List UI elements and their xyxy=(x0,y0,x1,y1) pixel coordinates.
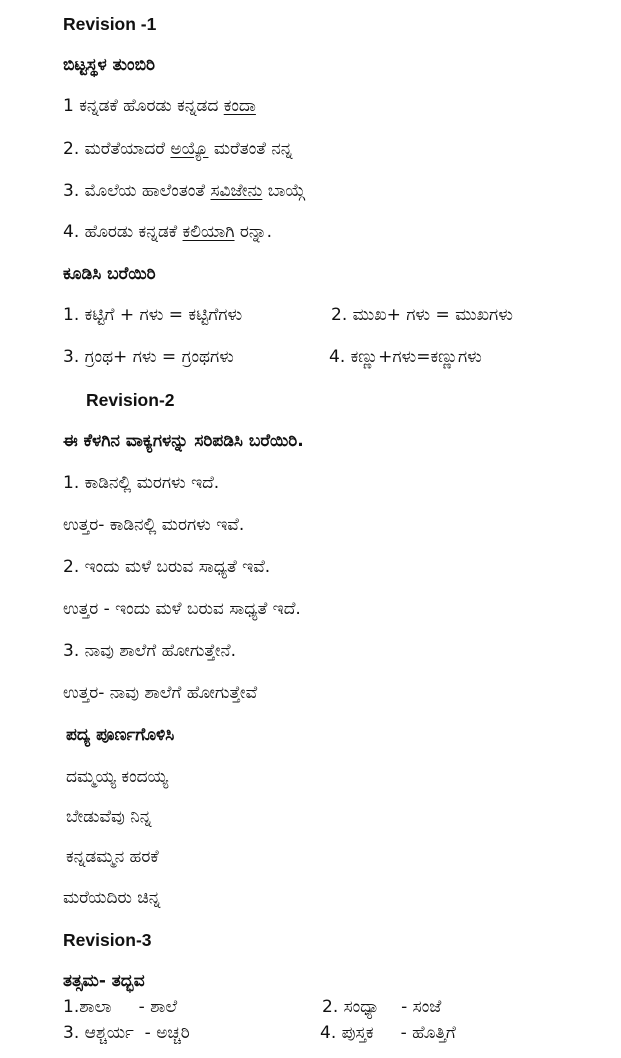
fill-blank-item-3 xyxy=(63,180,305,202)
fill-blank-3-text: 3. ಮೊಲೆಯ ಹಾಲೆಂತಂತೆ xyxy=(63,181,211,201)
correct-sentences-title: ಈ ಕೆಳಗಿನ ವಾಕ್ಯಗಳನ್ನು ಸರಿಪಡಿಸಿ ಬರೆಯಿರಿ. xyxy=(63,431,304,451)
fill-blanks-title: ಬಿಟ್ಟಸ್ಥಳ ತುಂಬಿರಿ xyxy=(63,55,155,75)
revision-2-heading: Revision-2 xyxy=(86,390,175,410)
fill-blank-4-answer: ಕಲಿಯಾಗಿ xyxy=(182,222,235,242)
fill-blank-1-text: 1 ಕನ್ನಡಕೆ ಹೊರಡು ಕನ್ನಡದ xyxy=(63,96,224,116)
join-item-2: 2. ಮುಖ+ ಗಳು = ಮುಖಗಳು xyxy=(331,305,513,325)
sentence-answer-3: ಉತ್ತರ- ನಾವು ಶಾಲೆಗೆ ಹೋಗುತ್ತೇವೆ xyxy=(63,683,258,703)
poem-line-3: ಕನ್ನಡಮ್ಮನ ಹರಕೆ xyxy=(66,847,159,867)
tatsama-item-3: 3. ಆಶ್ಚರ್ಯ - ಅಚ್ಚರಿ xyxy=(63,1023,190,1043)
join-item-1: 1. ಕಟ್ಟಿಗೆ + ಗಳು = ಕಟ್ಟಿಗೆಗಳು xyxy=(63,305,243,325)
tatsama-tadbhava-title: ತತ್ಸಮ- ತದ್ಭವ xyxy=(63,971,145,991)
fill-blank-4-text: 4. ಹೊರಡು ಕನ್ನಡಕೆ xyxy=(63,222,183,242)
poem-title: ಪದ್ಯ ಪೂರ್ಣಗೊಳಿಸಿ xyxy=(66,725,175,745)
poem-line-2: ಬೇಡುವೆವು ನಿನ್ನ xyxy=(66,807,152,827)
join-words-title: ಕೂಡಿಸಿ ಬರೆಯಿರಿ xyxy=(63,264,156,284)
fill-blank-2-rest: ಮರೆತಂತೆ ನನ್ನ xyxy=(208,139,293,159)
sentence-question-2: 2. ಇಂದು ಮಳೆ ಬರುವ ಸಾಧ್ಯತೆ ಇವೆ. xyxy=(63,557,271,577)
tatsama-item-2: 2. ಸಂಧ್ಯಾ - ಸಂಜೆ xyxy=(322,997,442,1017)
tatsama-item-1: 1.ಶಾಲಾ - ಶಾಲೆ xyxy=(63,997,178,1017)
sentence-answer-1: ಉತ್ತರ- ಕಾಡಿನಲ್ಲಿ ಮರಗಳು ಇವೆ. xyxy=(63,515,245,535)
join-item-3: 3. ಗ್ರಂಥ+ ಗಳು = ಗ್ರಂಥಗಳು xyxy=(63,347,234,367)
fill-blank-item-4 xyxy=(63,221,272,243)
tatsama-item-4: 4. ಪುಸ್ತಕ - ಹೊತ್ತಿಗೆ xyxy=(320,1023,456,1043)
revision-1-heading: Revision -1 xyxy=(63,14,157,34)
fill-blank-item-1 xyxy=(63,95,256,117)
sentence-answer-2: ಉತ್ತರ - ಇಂದು ಮಳೆ ಬರುವ ಸಾಧ್ಯತೆ ಇದೆ. xyxy=(63,599,301,619)
fill-blank-2-text: 2. ಮರೆತೆಯಾದರೆ xyxy=(63,139,171,159)
poem-line-4: ಮರೆಯದಿರು ಚಿನ್ನ xyxy=(63,888,161,908)
poem-line-1: ದಮ್ಮಯ್ಯ ಕಂದಯ್ಯ xyxy=(66,767,169,787)
fill-blank-1-answer: ಕಂದಾ xyxy=(223,96,256,116)
fill-blank-3-answer: ಸವಿಜೇನು xyxy=(210,181,263,201)
sentence-question-3: 3. ನಾವು ಶಾಲೆಗೆ ಹೋಗುತ್ತೇನೆ. xyxy=(63,641,237,661)
fill-blank-item-2 xyxy=(63,138,293,160)
fill-blank-3-rest: ಬಾಯ್ಗೆ xyxy=(262,181,306,201)
revision-3-heading: Revision-3 xyxy=(63,930,152,950)
join-item-4: 4. ಕಣ್ಣು+ಗಳು=ಕಣ್ಣುಗಳು xyxy=(329,347,482,367)
fill-blank-4-rest: ರನ್ನಾ. xyxy=(234,222,273,242)
fill-blank-2-answer: ಅಯ್ಯೊ xyxy=(170,139,209,159)
sentence-question-1: 1. ಕಾಡಿನಲ್ಲಿ ಮರಗಳು ಇದೆ. xyxy=(63,473,220,493)
